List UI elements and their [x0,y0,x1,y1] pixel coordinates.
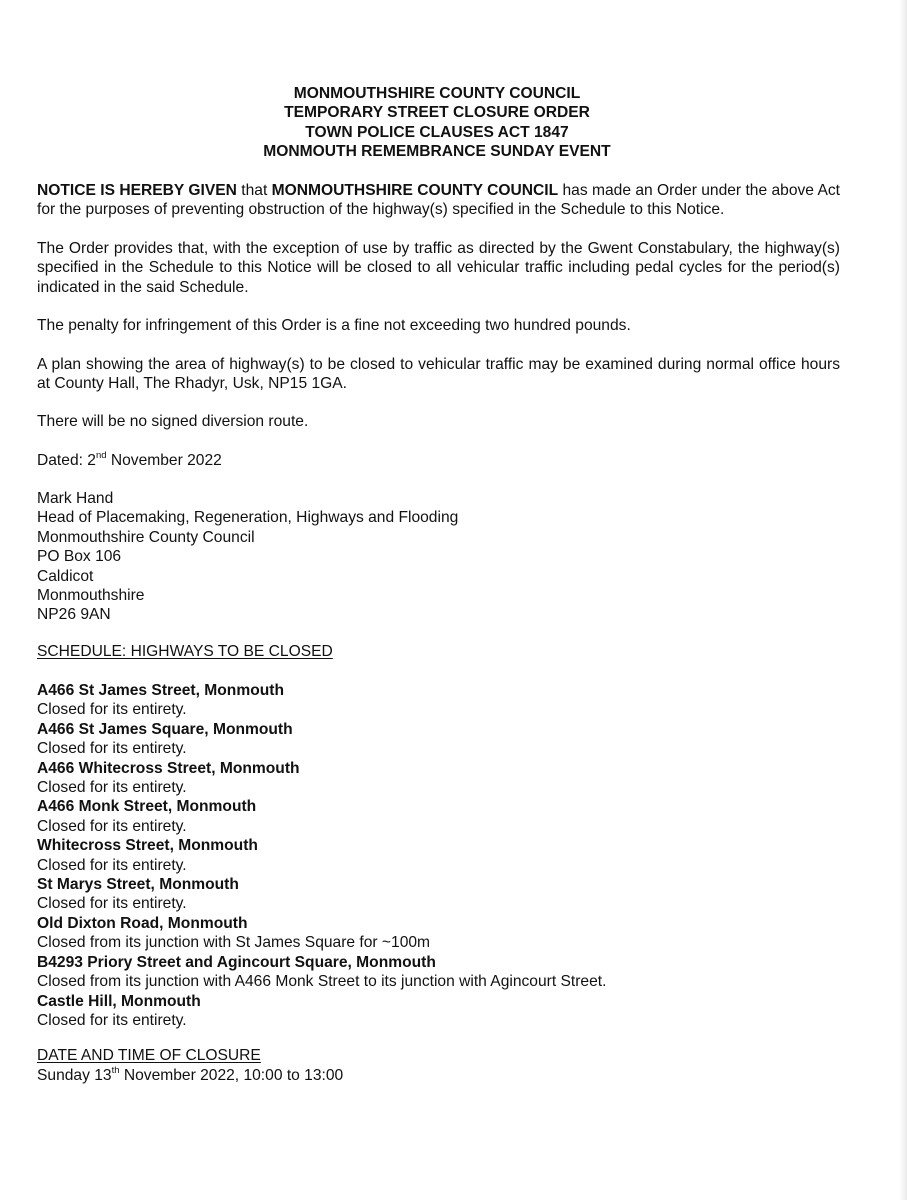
order-provides-paragraph: The Order provides that, with the exception of use by traffic as directed by the Gwent Constabulary, the highway(s) specified in the Schedule to this Notice will be closed to all vehicular traffic including pedal cycles for the period(s) indicated in the said Schedule. [37,240,840,296]
schedule-list [37,681,840,1030]
dated-prefix: Dated: 2 [37,452,96,469]
page-edge-shadow [899,0,907,1200]
schedule-detail: Closed for its entirety. [37,740,187,758]
schedule-heading [37,642,840,661]
schedule-road: A466 Monk Street, Monmouth [37,798,257,816]
schedule-detail: Closed from its junction with A466 Monk Street to its junction with Agincourt Street. [37,973,607,991]
closure-rest: November 2022, 10:00 to 13:00 [119,1067,344,1084]
schedule-road: St Marys Street, Monmouth [37,876,239,894]
document-title [37,84,837,162]
schedule-detail: Closed for its entirety. [37,817,187,835]
notice-paragraph [37,181,840,220]
schedule-detail: Closed for its entirety. [37,701,187,719]
signatory-organisation: Monmouthshire County Council [37,528,255,546]
signatory-town: Caldicot [37,567,94,585]
closure-heading-text: DATE AND TIME OF CLOSURE [37,1047,261,1064]
diversion-paragraph: There will be no signed diversion route. [37,413,309,430]
notice-lead: NOTICE IS HEREBY GIVEN [37,182,237,199]
event-title: MONMOUTH REMEMBRANCE SUNDAY EVENT [263,143,611,161]
schedule-detail: Closed for its entirety. [37,779,187,797]
schedule-detail: Closed for its entirety. [37,856,187,874]
schedule-detail: Closed for its entirety. [37,1011,187,1029]
signatory-county: Monmouthshire [37,587,145,605]
notice-rest: has made an Order under the above Act for the purposes of preventing obstruction of the highway(s) specified in the Schedule to this Notice. [37,182,840,219]
schedule-road: A466 St James Square, Monmouth [37,720,293,738]
schedule-road: Old Dixton Road, Monmouth [37,914,248,932]
dated-rest: November 2022 [106,452,222,469]
closure-prefix: Sunday 13 [37,1067,112,1084]
signatory-po-box: PO Box 106 [37,548,122,566]
schedule-road: B4293 Priory Street and Agincourt Square, Monmouth [37,953,436,971]
signatory-title: Head of Placemaking, Regeneration, Highways and Flooding [37,509,459,527]
closure-suffix: th [111,1064,120,1076]
dated-suffix: nd [95,449,107,461]
order-type-title: TEMPORARY STREET CLOSURE ORDER [284,104,590,122]
schedule-heading-text: SCHEDULE: HIGHWAYS TO BE CLOSED [37,643,333,660]
schedule-road: Castle Hill, Monmouth [37,992,201,1010]
signatory-postcode: NP26 9AN [37,606,111,624]
council-title: MONMOUTHSHIRE COUNTY COUNCIL [293,85,581,102]
act-title: TOWN POLICE CLAUSES ACT 1847 [305,123,569,141]
schedule-detail: Closed from its junction with St James Square for ~100m [37,934,431,952]
signatory-name: Mark Hand [37,490,114,507]
schedule-road: A466 St James Street, Monmouth [37,682,284,699]
schedule-detail: Closed for its entirety. [37,895,187,913]
closure-date-line [37,1066,840,1085]
notice-connector: that [236,182,272,199]
signatory-block [37,489,840,625]
schedule-road: Whitecross Street, Monmouth [37,837,258,855]
schedule-road: A466 Whitecross Street, Monmouth [37,759,300,777]
plan-paragraph: A plan showing the area of highway(s) to be closed to vehicular traffic may be examined during normal office hours at County Hall, The Rhadyr, Usk, NP15 1GA. [37,356,840,393]
closure-heading [37,1046,840,1065]
dated-line [37,451,840,470]
notice-council: MONMOUTHSHIRE COUNTY COUNCIL [271,182,559,199]
penalty-paragraph: The penalty for infringement of this Order is a fine not exceeding two hundred pounds. [37,317,631,334]
